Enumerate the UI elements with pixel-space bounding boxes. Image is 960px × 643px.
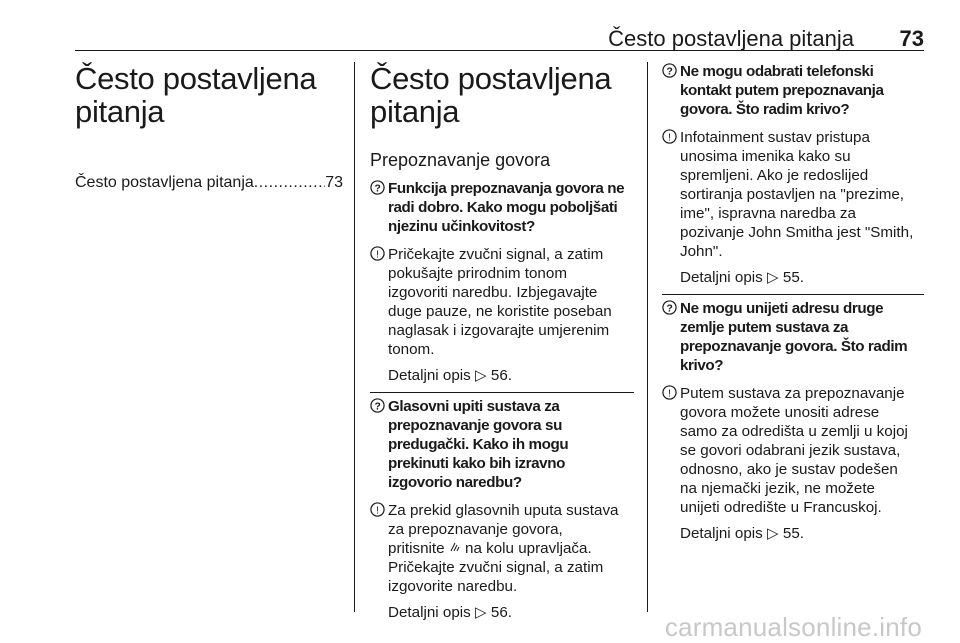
divider (370, 392, 634, 393)
detail-reference[interactable]: Detaljni opis ▷ 55. (680, 525, 805, 542)
answer-block: ! Za prekid glasovnih uputa sustava za prepoznavanje govora, pritisnite na kolu upravljača. Pričekajte zvučni signal, a zatim izgovorite naredbu. (370, 501, 634, 596)
svg-text:!: ! (668, 388, 671, 400)
page-number: 73 (899, 26, 924, 51)
page-reference-arrow-icon: ▷ (766, 525, 779, 542)
content-column-middle (370, 62, 634, 621)
question-icon (370, 180, 388, 237)
chapter-title: Često postavljena pitanja (75, 61, 317, 129)
svg-text:!: ! (376, 249, 379, 261)
svg-text:?: ? (374, 183, 381, 195)
page-reference-arrow-icon: ▷ (766, 269, 779, 286)
column-divider (354, 62, 355, 612)
svg-text:?: ? (666, 66, 673, 78)
toc-entry-page: 73 (325, 174, 343, 191)
detail-reference[interactable]: Detaljni opis ▷ 55. (680, 269, 805, 286)
page-header (75, 26, 924, 51)
question-icon (662, 300, 680, 376)
toc-leader-dots (254, 174, 325, 192)
exclamation-icon (370, 246, 388, 360)
answer-block: ! Pričekajte zvučni signal, a zatim pokušajte prirodnim tonom izgovoriti naredbu. Izbjegavajte duge pauze, ne koristite poseban naglasak i izgovarajte umjerenim tonom. (370, 245, 634, 359)
divider (662, 294, 924, 295)
question-block: ? Ne mogu unijeti adresu druge zemlje putem sustava za prepoznavanje govora. Što radim krivo? (662, 299, 924, 375)
voice-control-icon (449, 540, 461, 557)
svg-text:!: ! (668, 132, 671, 144)
subsection-heading: Prepoznavanje govora (370, 150, 551, 170)
page-reference-arrow-icon: ▷ (474, 604, 487, 621)
exclamation-icon (662, 129, 680, 262)
page-reference-arrow-icon: ▷ (474, 367, 487, 384)
column-divider (647, 62, 648, 612)
detail-reference[interactable]: Detaljni opis ▷ 56. (388, 367, 513, 384)
section-title: Često postavljena pitanja (370, 61, 612, 129)
svg-text:!: ! (376, 505, 379, 517)
svg-text:?: ? (374, 401, 381, 413)
answer-block: ! Putem sustava za prepoznavanje govora možete unositi adrese samo za odredišta u zemlji u kojoj se govori odabrani jezik sustava, odnosno, ako je sustav podešen na njemački jezik, ne možete unijeti odredište u Francuskoj. (662, 384, 924, 517)
question-block: ? Ne mogu odabrati telefonski kontakt putem prepoznavanja govora. Što radim krivo? (662, 62, 924, 119)
toc-entry[interactable] (75, 174, 343, 192)
toc-entry-label: Često postavljena pitanja (75, 174, 254, 191)
exclamation-icon (370, 502, 388, 597)
svg-text:?: ? (666, 303, 673, 315)
answer-block: ! Infotainment sustav pristupa unosima imenika kako su spremljeni. Ako je redoslijed sortiranja postavljen na "prezime, ime", ispravna naredba za pozivanje John Smitha jest "Smith, John". (662, 128, 924, 261)
question-block: ? Funkcija prepoznavanja govora ne radi dobro. Kako mogu poboljšati njezinu učinkovitost? (370, 179, 634, 236)
content-column-right (662, 62, 924, 542)
toc-column (75, 62, 343, 192)
header-title: Često postavljena pitanja (608, 26, 854, 51)
exclamation-icon (662, 385, 680, 518)
question-icon (370, 398, 388, 493)
watermark: carmanualsonline.info (664, 612, 922, 642)
detail-reference[interactable]: Detaljni opis ▷ 56. (388, 604, 513, 621)
question-icon (662, 63, 680, 120)
question-block: ? Glasovni upiti sustava za prepoznavanje govora su predugački. Kako ih mogu prekinuti kako bih izravno izgovorio naredbu? (370, 397, 634, 492)
